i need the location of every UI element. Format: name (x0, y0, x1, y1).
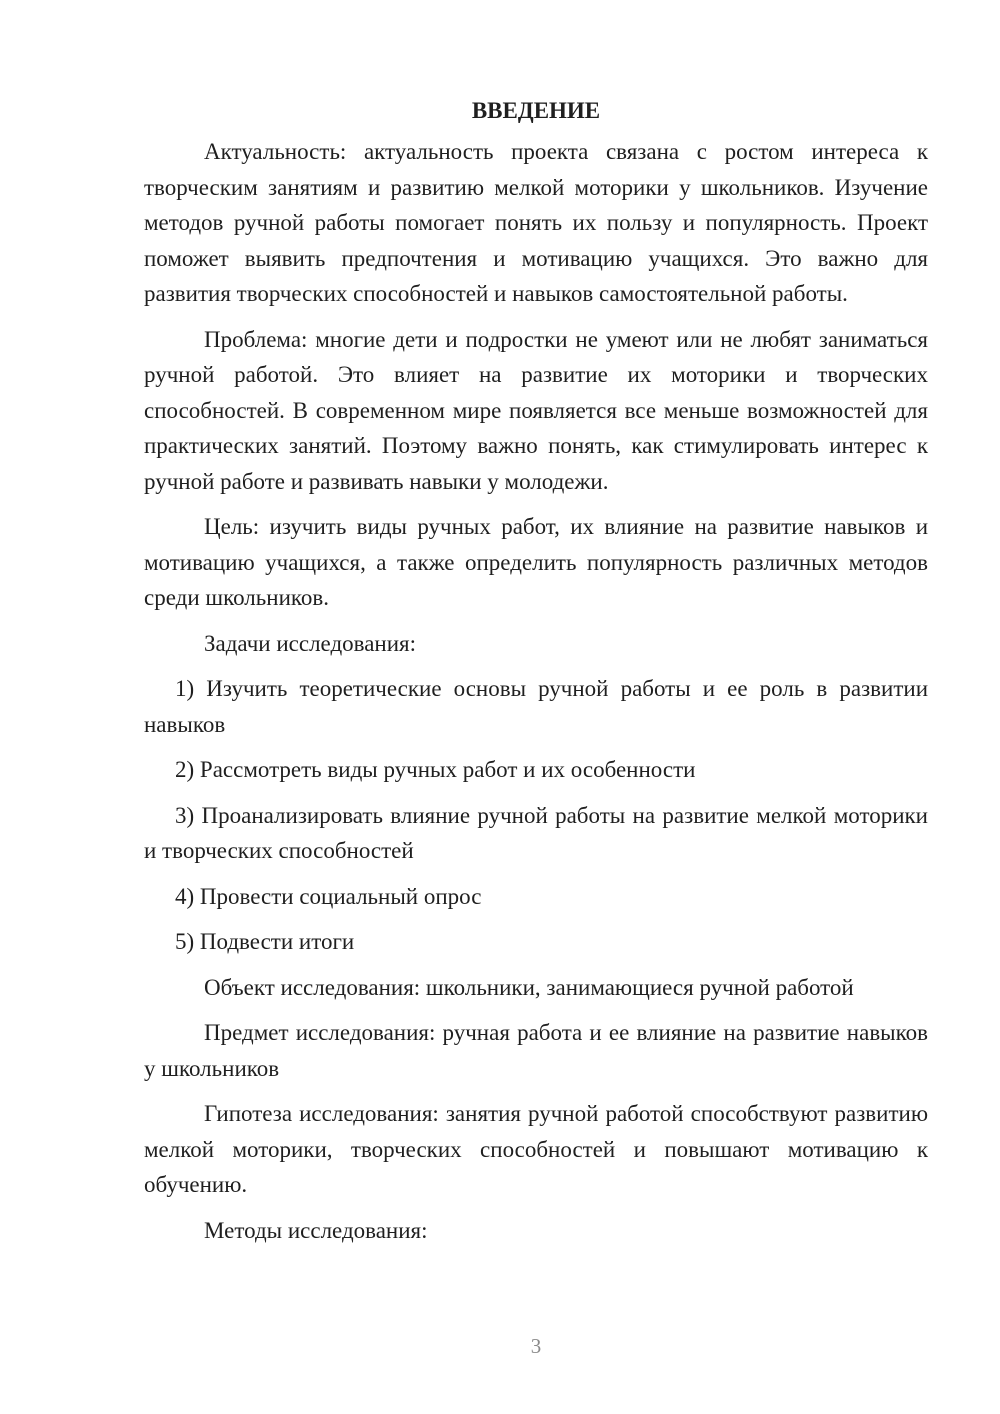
relevance-paragraph: Актуальность: актуальность проекта связана с ростом интереса к творческим занятиям и развитию мелкой моторики у школьников. Изучение методов ручной работы помогает понять их пользу и популярность. Проект поможет выявить предпочтения и мотивацию учащихся. Это важно для развития творческих способностей и навыков самостоятельной работы. (144, 139, 928, 306)
hypothesis-paragraph: Гипотеза исследования: занятия ручной работой способствуют развитию мелкой моторики, творческих способностей и повышают мотивацию к обучению. (144, 1101, 928, 1197)
methods-paragraph: Методы исследования: (204, 1217, 428, 1243)
task-item-5: 5) Подвести итоги (175, 929, 355, 954)
page-number: 3 (530, 1334, 542, 1358)
goal-paragraph: Цель: изучить виды ручных работ, их влияние на развитие навыков и мотивацию учащихся, а также определить популярность различных методов среди школьников. (144, 514, 928, 610)
task-item-2: 2) Рассмотреть виды ручных работ и их особенности (175, 757, 696, 782)
document-page (144, 96, 928, 1258)
object-paragraph: Объект исследования: школьники, занимающиеся ручной работой (204, 974, 854, 1000)
task-item-1: 1) Изучить теоретические основы ручной работы и ее роль в развитии навыков (144, 676, 928, 737)
problem-paragraph: Проблема: многие дети и подростки не умеют или не любят заниматься ручной работой. Это влияет на развитие их моторики и творческих способностей. В современном мире появляется все меньше возможностей для практических занятий. Поэтому важно понять, как стимулировать интерес к ручной работе и развивать навыки у молодежи. (144, 326, 928, 494)
task-item-4: 4) Провести социальный опрос (175, 883, 482, 909)
tasks-intro: Задачи исследования: (204, 630, 417, 656)
subject-paragraph: Предмет исследования: ручная работа и ее влияние на развитие навыков у школьников (144, 1020, 928, 1081)
section-heading: ВВЕДЕНИЕ (471, 98, 601, 123)
task-item-3: 3) Проанализировать влияние ручной работы на развитие мелкой моторики и творческих способностей (144, 802, 928, 863)
